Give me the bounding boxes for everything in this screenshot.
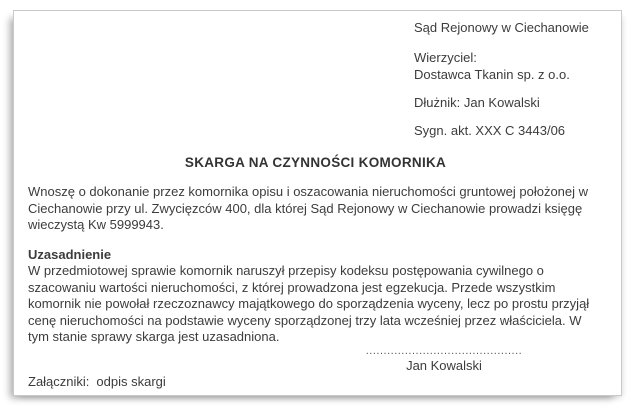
- signature-name: Jan Kowalski: [406, 357, 482, 373]
- attachments-label: Załączniki:: [28, 373, 90, 389]
- justification-paragraph: W przedmiotowej sprawie komornik naruszył przepisy kodeksu postępowania cywilnego o szacowaniu wartości nieruchomości, z której prowadzona jest egzekucja. Przede wszystkim komornik nie powołał rzeczoznawcy majątkowego do sporządzenia wyceny, lecz po prostu przyjął cenę nieruchomości na podstawie wyceny sporządzonej trzy lata wcześniej przez właściciela. W tym stanie sprawy skarga jest uzasadniona.: [28, 263, 590, 344]
- signature-line: ............................................: [365, 346, 523, 356]
- document-title: SKARGA NA CZYNNOŚCI KOMORNIKA: [184, 155, 447, 170]
- attachments-line: [28, 374, 603, 389]
- creditor-label: Wierzyciel:: [414, 50, 477, 65]
- intro-paragraph: Wnoszę o dokonanie przez komornika opisu i oszacowania nieruchomości gruntowej położonej w Ciechanowie przy ul. Zwycięzców 400, dla której Sąd Rejonowy w Ciechanowie prowadzi księgę wieczystą Kw 5999943.: [28, 184, 589, 232]
- signature-block: [364, 347, 524, 373]
- justification-heading: Uzasadnienie: [28, 246, 112, 262]
- case-number: Sygn. akt. XXX C 3443/06: [414, 123, 566, 138]
- document-page: [13, 10, 622, 396]
- document-header: [414, 19, 603, 139]
- debtor-line: Dłużnik: Jan Kowalski: [414, 95, 540, 110]
- attachments-value: odpis skargi: [96, 373, 166, 389]
- court-name: Sąd Rejonowy w Ciechanowie: [414, 20, 589, 35]
- creditor-name: Dostawca Tkanin sp. z o.o.: [414, 67, 570, 82]
